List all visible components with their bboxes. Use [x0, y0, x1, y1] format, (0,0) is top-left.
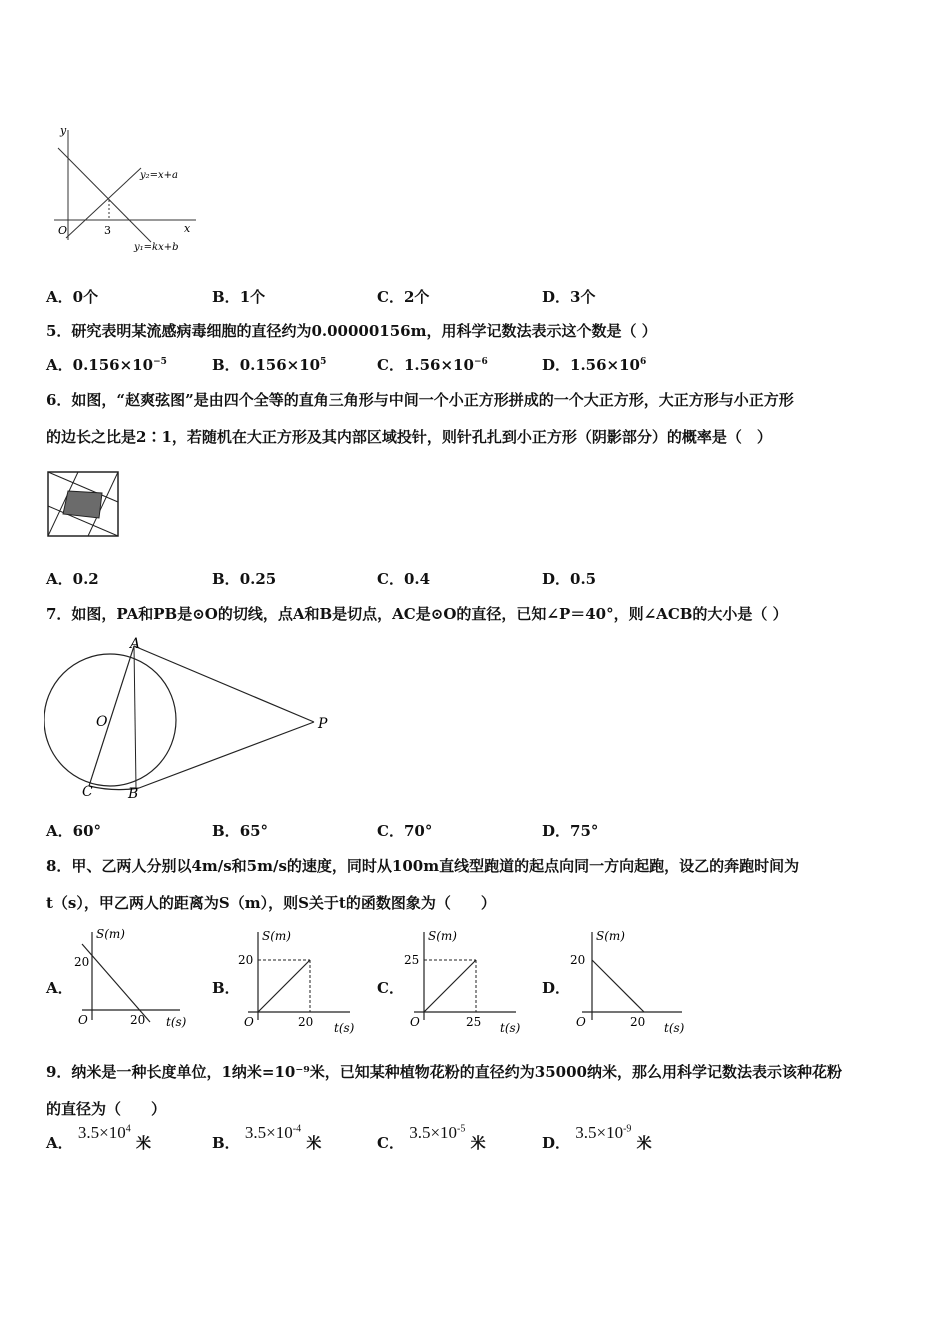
svg-text:t(s): t(s)	[664, 1021, 685, 1035]
q6-option-d[interactable]: D．0.5	[542, 570, 597, 588]
q7-option-c[interactable]: C．70°	[377, 822, 433, 840]
q9-option-c[interactable]: C． $3.5\times 10^{-5}$ 米	[377, 1123, 486, 1152]
q8-graph-d[interactable]	[568, 924, 692, 1036]
q8-graph-b[interactable]	[236, 924, 360, 1036]
svg-text:20: 20	[298, 1015, 314, 1029]
svg-text:O: O	[576, 1015, 586, 1029]
q7-stem: 7．如图，PA和PB是⊙O的切线，点A和B是切点，AC是⊙O的直径，已知∠P＝40°，则∠ACB的大小是（ ）	[46, 605, 788, 623]
q9-option-a[interactable]: A． $3.5\times 10^4$ 米	[46, 1123, 151, 1152]
q8-option-b-letter[interactable]: B．	[212, 979, 240, 997]
q6-option-a[interactable]: A．0.2	[46, 570, 99, 588]
svg-text:20: 20	[630, 1015, 646, 1029]
svg-text:t(s): t(s)	[334, 1021, 355, 1035]
q8-option-a-letter[interactable]: A．	[46, 979, 73, 997]
point-o-label: O	[96, 714, 108, 730]
q4-option-b[interactable]: B．1个	[212, 288, 266, 306]
q9-option-d[interactable]: D． $3.5\times 10^{-9}$ 米	[542, 1123, 652, 1152]
y-axis-label: y	[60, 124, 67, 137]
q9-option-b[interactable]: B． $3.5\times 10^{-4}$ 米	[212, 1123, 322, 1152]
q4-option-a[interactable]: A．0个	[46, 288, 99, 306]
svg-text:S(m): S(m)	[96, 927, 125, 941]
point-b-label: B	[128, 786, 139, 802]
point-p-label: P	[318, 716, 328, 732]
origin-label: O	[58, 224, 68, 237]
svg-text:20: 20	[570, 953, 586, 967]
q6-option-b[interactable]: B．0.25	[212, 570, 277, 588]
x-axis-label: x	[184, 222, 191, 235]
q4-linear-graph	[46, 120, 206, 260]
svg-text:S(m): S(m)	[262, 929, 291, 943]
q5-stem: 5．研究表明某流感病毒细胞的直径约为0.00000156m，用科学记数法表示这个数是（ ）	[46, 322, 657, 340]
svg-text:25: 25	[404, 953, 420, 967]
q7-option-d[interactable]: D．75°	[542, 822, 599, 840]
svg-text:O: O	[410, 1015, 420, 1029]
q4-option-c[interactable]: C．2个	[377, 288, 430, 306]
svg-text:S(m): S(m)	[428, 929, 457, 943]
tangent-circle-figure	[44, 636, 344, 806]
svg-text:t(s): t(s)	[166, 1015, 187, 1029]
point-a-label: A	[130, 636, 141, 652]
zhao-shuang-diagram	[46, 470, 122, 540]
q8-option-d-letter[interactable]: D．	[542, 979, 571, 997]
q8-graph-a[interactable]	[72, 924, 192, 1036]
line1-label: y₂=x+a	[140, 170, 179, 181]
point-c-label: C	[82, 784, 93, 800]
svg-text:20: 20	[74, 955, 90, 969]
svg-text:O: O	[78, 1013, 88, 1027]
q6-option-c[interactable]: C．0.4	[377, 570, 431, 588]
svg-text:20: 20	[130, 1013, 146, 1027]
q8-option-c-letter[interactable]: C．	[377, 979, 404, 997]
shaded-small-square	[63, 491, 102, 518]
q7-option-b[interactable]: B．65°	[212, 822, 269, 840]
q8-stem-line2: t（s），甲乙两人的距离为S（m），则S关于t的函数图象为（ ）	[46, 894, 496, 912]
q5-option-a[interactable]: A．$0.156\times 10^{-5}$	[46, 356, 167, 374]
q5-option-b[interactable]: B．$0.156\times 10^5$	[212, 356, 327, 374]
q4-option-d[interactable]: D．3个	[542, 288, 596, 306]
svg-text:O: O	[244, 1015, 254, 1029]
line2-label: y₁=kx+b	[134, 242, 179, 253]
tick-label: 3	[104, 224, 111, 237]
q5-option-c[interactable]: C．$1.56\times 10^{-6}$	[377, 356, 488, 374]
q6-stem-line2: 的边长之比是2∶1，若随机在大正方形及其内部区域投针，则针孔扎到小正方形（阴影部分）的概率是（ ）	[46, 428, 772, 446]
q9-stem-line2: 的直径为（ ）	[46, 1100, 167, 1118]
q8-graph-c[interactable]	[402, 924, 526, 1036]
svg-text:t(s): t(s)	[500, 1021, 521, 1035]
q7-option-a[interactable]: A．60°	[46, 822, 102, 840]
svg-text:25: 25	[466, 1015, 482, 1029]
q8-stem-line1: 8．甲、乙两人分别以4m/s和5m/s的速度，同时从100m直线型跑道的起点向同一方向起跑，设乙的奔跑时间为	[46, 857, 800, 875]
q9-stem-line1: 9．纳米是一种长度单位，1纳米=10⁻⁹米，已知某种植物花粉的直径约为35000纳米，那么用科学记数法表示该种花粉	[46, 1063, 842, 1081]
q6-stem-line1: 6．如图，“赵爽弦图”是由四个全等的直角三角形与中间一个小正方形拼成的一个大正方形，大正方形与小正方形	[46, 391, 794, 409]
svg-text:S(m): S(m)	[596, 929, 625, 943]
q5-option-d[interactable]: D．$1.56\times 10^6$	[542, 356, 647, 374]
svg-text:20: 20	[238, 953, 254, 967]
